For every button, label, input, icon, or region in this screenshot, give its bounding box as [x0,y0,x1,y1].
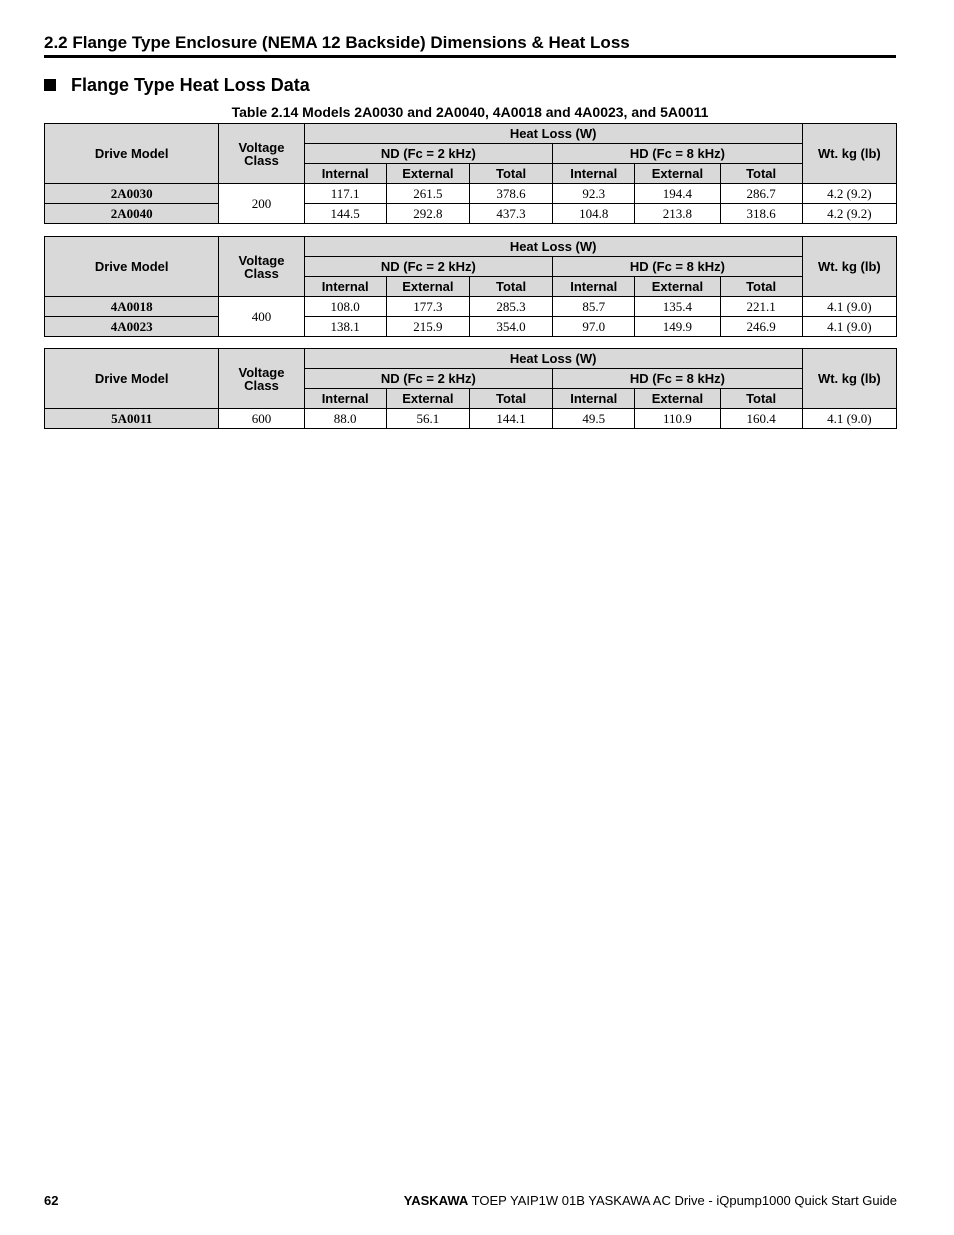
col-hd: HD (Fc = 8 kHz) [553,144,803,164]
value-cell: 4.2 (9.2) [802,184,896,204]
col-hd: HD (Fc = 8 kHz) [553,369,803,389]
col-internal: Internal [553,389,635,409]
voltage-class-cell: 200 [219,184,304,224]
drive-model-cell: 2A0030 [45,184,219,204]
value-cell: 92.3 [553,184,635,204]
col-external: External [386,164,469,184]
value-cell: 160.4 [720,409,802,429]
value-cell: 4.1 (9.0) [802,317,896,337]
value-cell: 215.9 [386,317,469,337]
footer-title [404,1193,897,1208]
heat-loss-table [44,236,897,337]
col-weight: Wt. kg (lb) [802,237,896,297]
table-row [45,297,897,317]
drive-model-cell: 4A0023 [45,317,219,337]
value-cell: 149.9 [635,317,720,337]
drive-model-cell: 5A0011 [45,409,219,429]
square-bullet-icon [44,79,56,91]
value-cell: 85.7 [553,297,635,317]
heat-loss-table [44,348,897,429]
value-cell: 117.1 [304,184,386,204]
table-row [45,184,897,204]
col-total: Total [720,389,802,409]
page-number: 62 [44,1193,59,1208]
col-nd: ND (Fc = 2 kHz) [304,144,553,164]
col-internal: Internal [553,164,635,184]
value-cell: 246.9 [720,317,802,337]
value-cell: 318.6 [720,204,802,224]
drive-model-cell: 2A0040 [45,204,219,224]
value-cell: 378.6 [469,184,552,204]
value-cell: 88.0 [304,409,386,429]
value-cell: 4.1 (9.0) [802,297,896,317]
value-cell: 177.3 [386,297,469,317]
value-cell: 97.0 [553,317,635,337]
col-heat-loss: Heat Loss (W) [304,237,802,257]
col-external: External [635,164,720,184]
section-title: Flange Type Heat Loss Data [71,75,310,95]
col-drive-model: Drive Model [45,124,219,184]
value-cell: 104.8 [553,204,635,224]
voltage-class-cell: 600 [219,409,304,429]
col-drive-model: Drive Model [45,237,219,297]
value-cell: 194.4 [635,184,720,204]
col-total: Total [720,277,802,297]
value-cell: 138.1 [304,317,386,337]
col-internal: Internal [304,277,386,297]
value-cell: 261.5 [386,184,469,204]
value-cell: 4.2 (9.2) [802,204,896,224]
value-cell: 213.8 [635,204,720,224]
col-weight: Wt. kg (lb) [802,124,896,184]
col-external: External [386,389,469,409]
col-voltage-class: Voltage Class [219,349,304,409]
col-external: External [386,277,469,297]
value-cell: 144.1 [469,409,552,429]
value-cell: 135.4 [635,297,720,317]
value-cell: 4.1 (9.0) [802,409,896,429]
table-row [45,409,897,429]
section-heading [44,74,310,96]
col-total: Total [720,164,802,184]
value-cell: 354.0 [469,317,552,337]
col-total: Total [469,389,552,409]
table-caption: Table 2.14 Models 2A0030 and 2A0040, 4A0018 and 4A0023, and 5A0011 [231,104,709,120]
col-total: Total [469,277,552,297]
col-external: External [635,277,720,297]
value-cell: 49.5 [553,409,635,429]
footer-brand: YASKAWA [403,1193,469,1208]
value-cell: 286.7 [720,184,802,204]
value-cell: 221.1 [720,297,802,317]
value-cell: 292.8 [386,204,469,224]
col-nd: ND (Fc = 2 kHz) [304,369,553,389]
col-drive-model: Drive Model [45,349,219,409]
heat-loss-table [44,123,897,224]
col-heat-loss: Heat Loss (W) [304,124,802,144]
col-heat-loss: Heat Loss (W) [304,349,802,369]
col-internal: Internal [304,164,386,184]
col-external: External [635,389,720,409]
col-nd: ND (Fc = 2 kHz) [304,257,553,277]
value-cell: 56.1 [386,409,469,429]
value-cell: 110.9 [635,409,720,429]
col-internal: Internal [553,277,635,297]
col-voltage-class: Voltage Class [219,124,304,184]
drive-model-cell: 4A0018 [45,297,219,317]
value-cell: 108.0 [304,297,386,317]
value-cell: 144.5 [304,204,386,224]
voltage-class-cell: 400 [219,297,304,337]
value-cell: 285.3 [469,297,552,317]
value-cell: 437.3 [469,204,552,224]
col-hd: HD (Fc = 8 kHz) [553,257,803,277]
col-internal: Internal [304,389,386,409]
footer-doc-title: TOEP YAIP1W 01B YASKAWA AC Drive - iQpump1000 Quick Start Guide [468,1193,897,1208]
table-row [45,317,897,337]
col-voltage-class: Voltage Class [219,237,304,297]
page-header: 2.2 Flange Type Enclosure (NEMA 12 Backside) Dimensions & Heat Loss [44,33,896,58]
col-total: Total [469,164,552,184]
col-weight: Wt. kg (lb) [802,349,896,409]
table-row [45,204,897,224]
